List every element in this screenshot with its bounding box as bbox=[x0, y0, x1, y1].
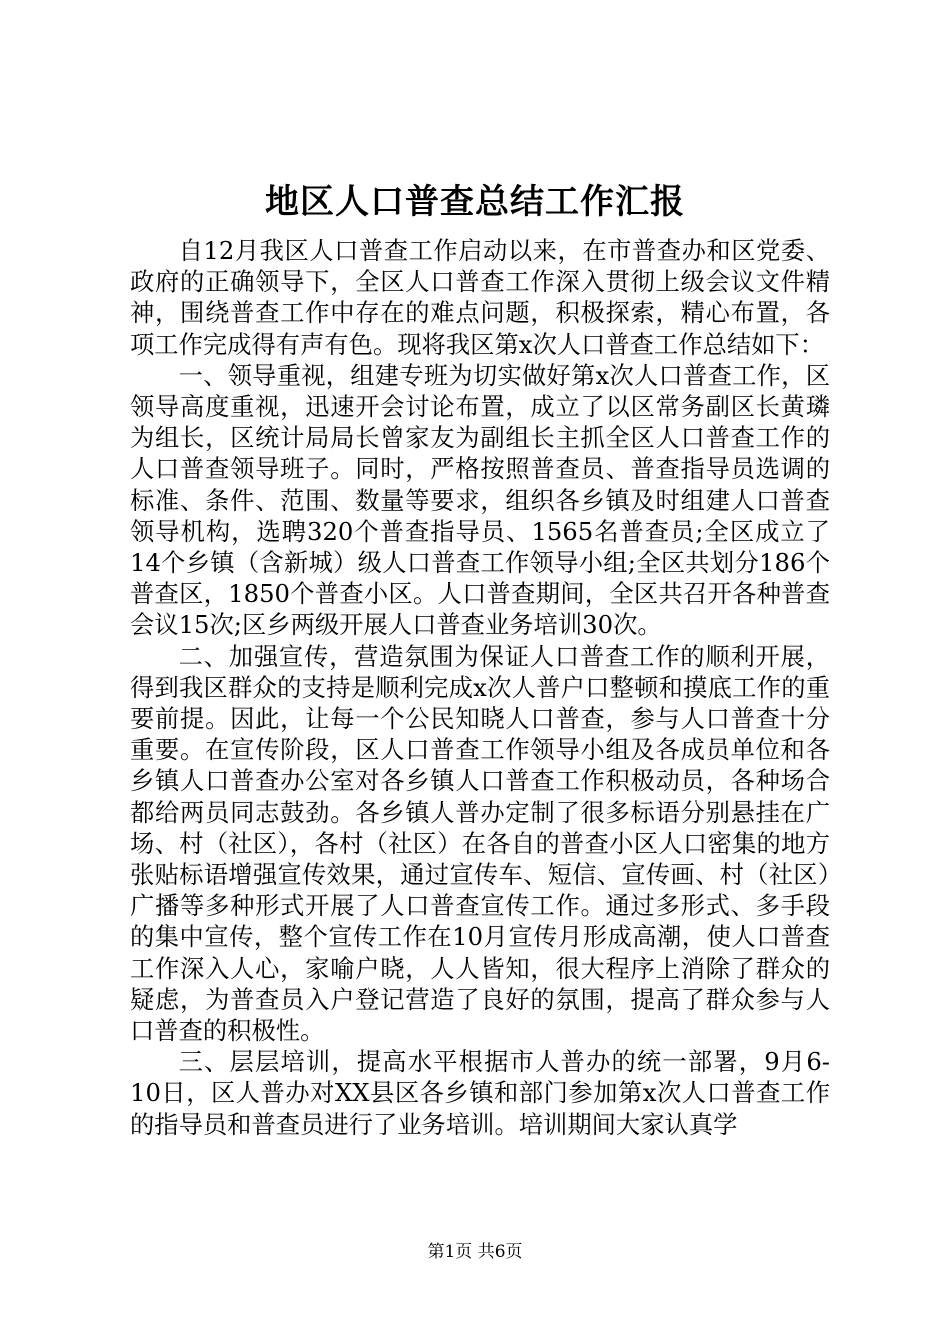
section-three-paragraph: 三、层层培训，提高水平根据市人普办的统一部署，9月6-10日，区人普办对XX县区各乡镇和部门参加第x次人口普查工作的指导员和普查员进行了业务培训。培训期间大家认真学 bbox=[130, 1047, 830, 1139]
document-title: 地区人口普查总结工作汇报 bbox=[265, 182, 685, 222]
section-one-paragraph: 一、领导重视，组建专班为切实做好第x次人口普查工作，区领导高度重视，迅速开会讨论布置，成立了以区常务副区长黄璘为组长，区统计局局长曾家友为副组长主抓全区人口普查工作的人口普查领导班子。同时，严格按照普查员、普查指导员选调的标准、条件、范围、数量等要求，组织各乡镇及时组建人口普查领导机构，选聘320个普查指导员、1565名普查员;全区成立了14个乡镇（含新城）级人口普查工作领导小组;全区共划分186个普查区，1850个普查小区。人口普查期间，全区共召开各种普查会议15次;区乡两级开展人口普查业务培训30次。 bbox=[130, 360, 830, 640]
document-body bbox=[130, 235, 830, 1140]
intro-paragraph: 自12月我区人口普查工作启动以来，在市普查办和区党委、政府的正确领导下，全区人口普查工作深入贯彻上级会议文件精神，围绕普查工作中存在的难点问题，积极探索，精心布置，各项工作完成得有声有色。现将我区第x次人口普查工作总结如下： bbox=[130, 236, 830, 359]
section-two-paragraph: 二、加强宣传，营造氛围为保证人口普查工作的顺利开展，得到我区群众的支持是顺利完成x次人普户口整顿和摸底工作的重要前提。因此，让每一个公民知晓人口普查，参与人口普查十分重要。在宣传阶段，区人口普查工作领导小组及各成员单位和各乡镇人口普查办公室对各乡镇人口普查工作积极动员，各种场合都给两员同志鼓劲。各乡镇人普办定制了很多标语分别悬挂在广场、村（社区），各村（社区）在各自的普查小区人口密集的地方张贴标语增强宣传效果，通过宣传车、短信、宣传画、村（社区）广播等多种形式开展了人口普查宣传工作。通过多形式、多手段的集中宣传，整个宣传工作在10月宣传月形成高潮，使人口普查工作深入人心，家喻户晓，人人皆知，很大程序上消除了群众的疑虑，为普查员入户登记营造了良好的氛围，提高了群众参与人口普查的积极性。 bbox=[130, 641, 830, 1046]
page-number-footer: 第1页 共6页 bbox=[427, 1242, 523, 1262]
